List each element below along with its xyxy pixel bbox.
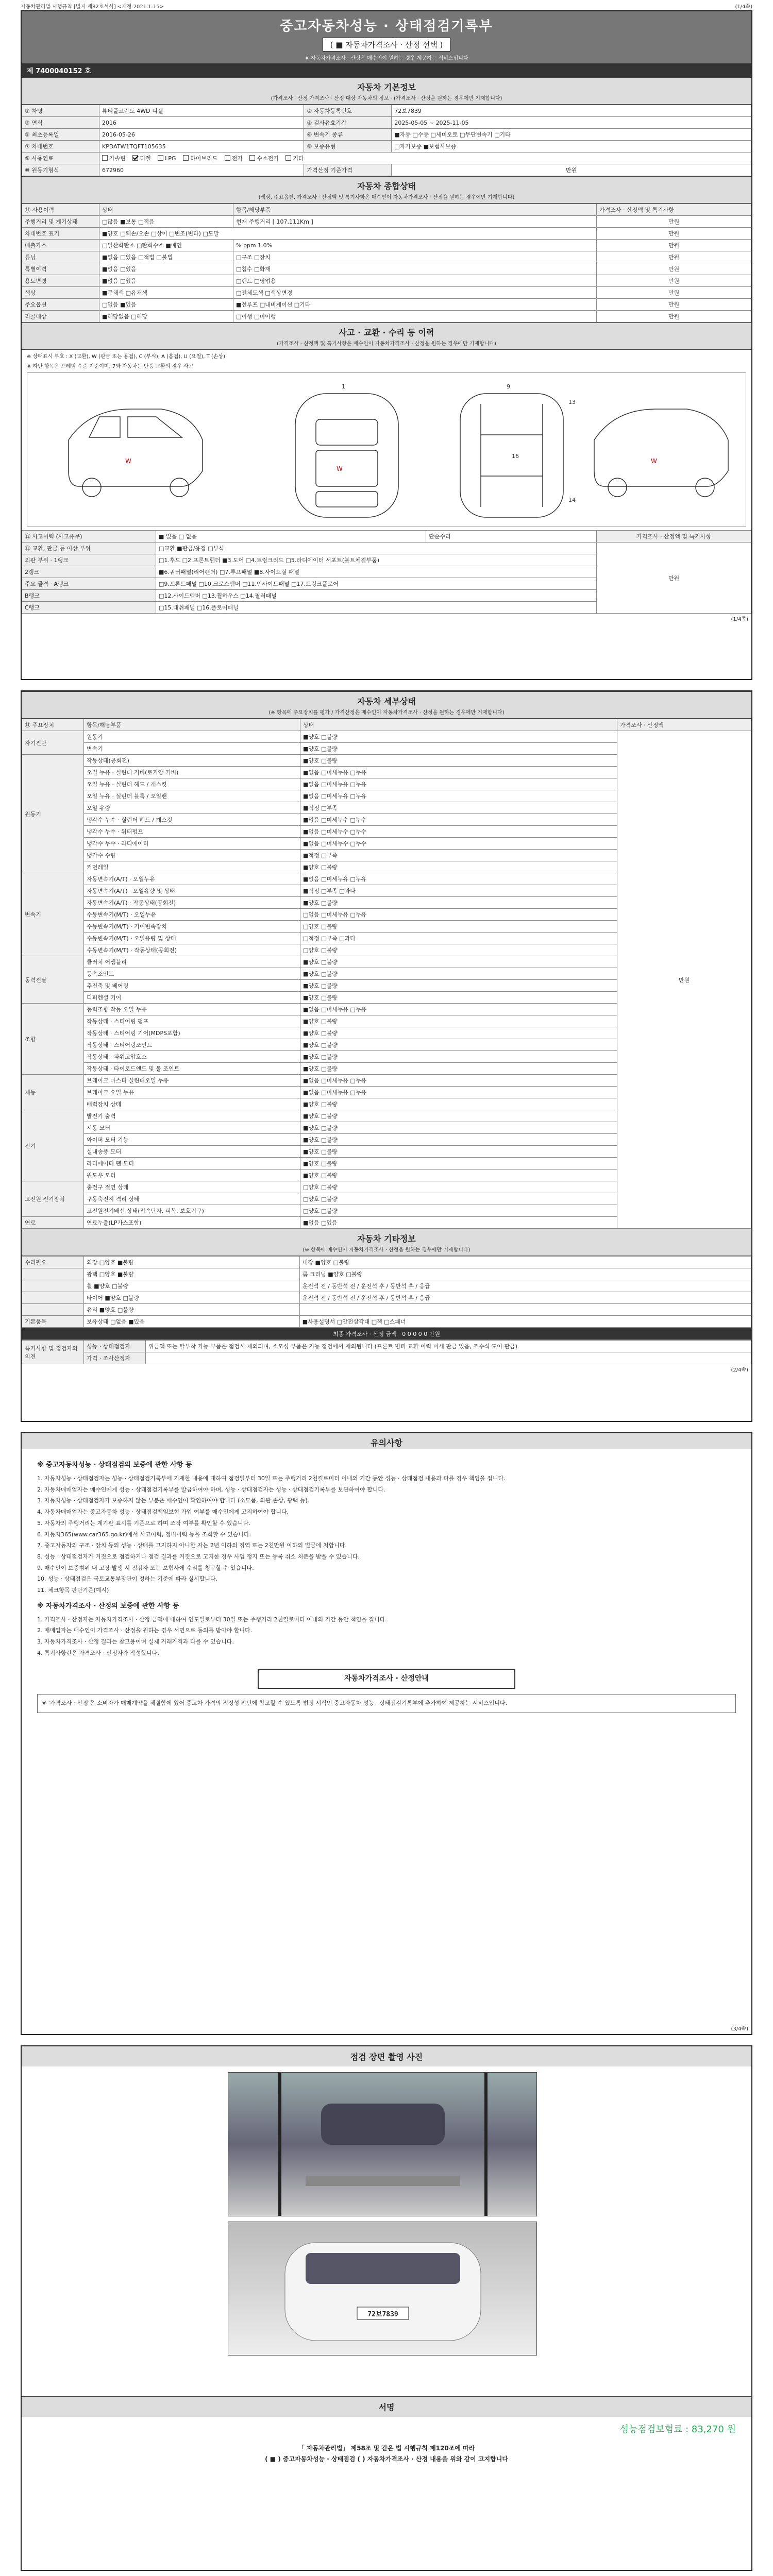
page-4	[21, 2045, 752, 2571]
base-price: 만원	[392, 164, 751, 176]
detail-group-name: 연료	[22, 1217, 84, 1229]
detail-price: 만원	[617, 731, 751, 1229]
svg-text:14: 14	[568, 497, 576, 503]
section-title-other: 자동차 기타정보	[22, 1229, 751, 1245]
detail-part: 추진축 및 베어링	[84, 980, 300, 992]
detail-state: ■양호 □불량	[300, 956, 617, 968]
detail-group-name: 동력전달	[22, 956, 84, 1004]
detail-part: 원동기	[84, 731, 300, 743]
page-footer-3: (3/4쪽)	[731, 2026, 748, 2032]
accident-legend: ※ 상태표시 부호 : X (교환), W (판금 또는 용접), C (부식), A (흠집), U (요철), T (손상)	[27, 354, 226, 360]
detail-part: 연료누출(LP가스포함)	[84, 1217, 300, 1229]
detail-part: 실내송풍 모터	[84, 1146, 300, 1158]
price-service-box-title: 자동차가격조사 · 산정안내	[258, 1669, 515, 1689]
page-header-1	[21, 2, 752, 10]
detail-part: 충전구 절연 상태	[84, 1181, 300, 1193]
document-subtitle: ( ■ 자동차가격조사 · 산정 선택 )	[323, 38, 451, 52]
inspector-notes: 위금액 또는 탈부착 가능 부품은 점검시 제외되며, 소모성 부품은 기능 점검에서 제외됩니다 (프론트 범퍼 교환 이력 미세 판금 있음, 조수석 도어 판금)	[146, 1341, 751, 1352]
svg-text:13: 13	[568, 399, 576, 405]
detail-part: 자동변속기(A/T) · 오일누유	[84, 873, 300, 885]
detail-state: ■없음 □미세누유 □누유	[300, 1087, 617, 1098]
detail-part: 냉각수 수량	[84, 850, 300, 861]
notice-table: 특기사항 및 점검자의 의견 성능 · 상태점검자 위금액 또는 탈부착 가능 부품은 점검시 제외되며, 소모성 부품은 기능 점검에서 제외됩니다 (프론트 범퍼 교환 이력 미세 판금 있음, 조수석 도어 판금) 가격 · 조사산정자	[22, 1340, 751, 1364]
detail-state: □없음 □미세누유 □누유	[300, 909, 617, 921]
detail-group-name: 변속기	[22, 873, 84, 956]
detail-part: 와이퍼 모터 기능	[84, 1134, 300, 1146]
detail-state: ■없음 □미세누유 □누유	[300, 778, 617, 790]
detail-state: ■양호 □불량	[300, 1015, 617, 1027]
detail-part: 작동상태 · 파워고압호스	[84, 1051, 300, 1063]
detail-part: 고전원전기배선 상태(접속단자, 피복, 보호기구)	[84, 1205, 300, 1217]
photo-lift-1	[228, 2072, 537, 2216]
detail-part: 자동변속기(A/T) · 작동상태(공회전)	[84, 897, 300, 909]
detail-state: ■양호 □불량	[300, 1039, 617, 1051]
car-outline-icon	[27, 373, 748, 527]
summary-row: 주행거리 및 계기상태 □많음 ■보통 □적음 현재 주행거리 [ 107,111Km ] 만원	[22, 216, 751, 228]
detail-state: ■양호 □불량	[300, 980, 617, 992]
detail-part: 작동상태 · 스티어링 펌프	[84, 1015, 300, 1027]
document-header	[22, 11, 751, 63]
checkbox-fuel-6[interactable]	[285, 155, 291, 161]
transmission-type: ■자동 □수동 □세미오토 □무단변속기 □기타	[392, 129, 751, 141]
model-year: 2016	[99, 117, 304, 129]
license-plate: 72보7839	[367, 2311, 398, 2318]
detail-group-name: 고전원 전기장치	[22, 1181, 84, 1217]
detail-group-name: 자기진단	[22, 731, 84, 755]
summary-row: 차대번호 표기 ■양호 □훼손/오손 □상이 □변조(변타) □도말 만원	[22, 228, 751, 240]
detail-part: 오일 누유 · 실린더 헤드 / 개스킷	[84, 778, 300, 790]
detail-state: ■양호 □불량	[300, 1098, 617, 1110]
accident-legend-2: ※ 하단 항목은 프레임 수준 기준이며, 7와 자동차는 단품 교환의 경우 사고	[27, 364, 194, 369]
detail-state: ■적정 □부족 □과다	[300, 885, 617, 897]
price-service-box-text: ※ '가격조사 · 산정'은 소비자가 매매계약을 체결함에 있어 중고차 가격의 적정성 판단에 참고할 수 있도록 법정 서식인 중고자동차 성능 · 상태점검기록부에 추가하여 제공하는 서비스입니다.	[37, 1694, 736, 1713]
detail-part: 오일 누유 · 실린더 커버(로커암 커버)	[84, 767, 300, 778]
detail-state: □적정 □부족 □과다	[300, 933, 617, 944]
detail-part: 작동상태 · 스티어링조인트	[84, 1039, 300, 1051]
detail-state: □양호 □불량	[300, 1205, 617, 1217]
section-title-notes: 유의사항	[22, 1433, 751, 1449]
page-3	[21, 1432, 752, 2035]
summary-row: 주요옵션 □없음 ■있음 ■선루프 □내비게이션 □기타 만원	[22, 299, 751, 311]
summary-row: 특별이력 ■없음 □있음 □침수 □화재 만원	[22, 263, 751, 275]
vin: KPDATW1TQFT105635	[99, 141, 304, 152]
checkbox-fuel-4[interactable]	[225, 155, 230, 161]
section-sub-summary: (색상, 주요옵션, 가격조사 · 산정액 및 특기사항은 매수인이 자동차가격조사 · 산정을 원하는 경우에만 기재합니다)	[22, 193, 751, 204]
detail-part: 클러치 어셈블리	[84, 956, 300, 968]
page-1	[21, 10, 752, 680]
checkbox-fuel-5[interactable]	[249, 155, 255, 161]
form-reference: 자동차관리법 시행규칙 [별지 제82호서식] <개정 2021.1.15>	[21, 4, 164, 10]
detail-state: □양호 □불량	[300, 1181, 617, 1193]
detail-part: 디퍼렌셜 기어	[84, 992, 300, 1004]
other-table: 수리필요 외장 □양호 ■불량 내장 ■양호 □불량 광택 □양호 ■불량 룸 크리닝 ■양호 □불량 휠 ■양호 □불량 운전석 전 / 동반석 전 / 운전석 후 / 동반석 후 / 응급 타이어 ■양호 □불량 운전석 전 / 동반석 전 / 운전석 후 / 동반석 후 / 응급 유리 ■양호 □불량 기본품목 보유상태 □없음 ■있음 ■사용설명서 □안전삼각대 □잭 □스패너	[22, 1256, 751, 1328]
detail-part: 발전기 출력	[84, 1110, 300, 1122]
summary-row: 배출가스 □일산화탄소 □탄화수소 ■매연 % ppm 1.0% 만원	[22, 240, 751, 251]
detail-state: ■양호 □불량	[300, 1110, 617, 1122]
law-basis-2: ( ■ ) 중고자동차성능 · 상태점검 ( ) 자동차가격조사 · 산정 내용을 위와 같이 고지합니다	[265, 2455, 508, 2463]
detail-state: ■양호 □불량	[300, 1134, 617, 1146]
engine-type: 672960	[99, 164, 304, 176]
car-lift-icon	[228, 2073, 537, 2216]
detail-part: 오일 누유 · 실린더 블록 / 오일팬	[84, 790, 300, 802]
svg-text:9: 9	[507, 383, 510, 390]
detail-part: 자동변속기(A/T) · 오일유량 및 상태	[84, 885, 300, 897]
plate-number: 72보7839	[392, 105, 751, 117]
detail-group-name: 조향	[22, 1004, 84, 1075]
svg-text:16: 16	[512, 453, 519, 460]
detail-part: 시동 모터	[84, 1122, 300, 1134]
detail-table: ⑭ 주요장치 항목/해당부품 상태 가격조사 · 산정액 자기진단 원동기 ■양호 □불량 만원 변속기 ■양호 □불량 원동기 작동상태(공회전) ■양호 □불량 오일 누유 · 실린더 커버(로커암 커버) ■없음 □미세누유 □누유 오일 누유 · 실린더 헤드 / 개스킷 ■없음 □미세누유 □누유 오일 누유 · 실린더 블록 / 오일팬 ■없음 □미세누유 □누유 오일 유량 ■적정 □부족 냉각수 누수 · 실린더 헤드 / 개스킷 ■없음 □미세누수 □누수 냉각수 누수 · 워터펌프 ■없음 □미세누수 □누수 냉각수 누수 · 라디에이터 ■없음 □미세누수 □누수 냉각수 수량 ■적정 □부족 커먼레일 ■양호 □불량 변속기 자동변속기(A/T) · 오일누유 ■없음 □미세누유 □누유 자동변속기(A/T) · 오일유량 및 상태 ■적정 □부족 □과다 자동변속기(A/T) · 작동상태(공회전) ■양호 □불량 수동변속기(M/T) · 오일누유 □없음 □미세누유 □누유 수동변속기(M/T) · 기어변속장치 □양호 □불량 수동변속기(M/T) · 오일유량 및 상태 □적정 □부족 □과다 수동변속기(M/T) · 작동상태(공회전) □양호 □불량 동력전달 클러치 어셈블리 ■양호 □불량 등속조인트 ■양호 □불량 추진축 및 베어링 ■양호 □불량 디퍼렌셜 기어 ■양호 □불량 조향 동력조향 작동 오일 누유 ■없음 □미세누유 □누유 작동상태 · 스티어링 펌프 ■양호 □불량 작동상태 · 스티어링 기어(MDPS포함) ■양호 □불량 작동상태 · 스티어링조인트 ■양호 □불량 작동상태 · 파워고압호스 ■양호 □불량 작동상태 · 타이로드엔드 및 볼 조인트 ■양호 □불량 제동 브레이크 마스터 실린더오일 누유 ■없음 □미세누유 □누유 브레이크 오일 누유 ■없음 □미세누유 □누유 배력장치 상태 ■양호 □불량 전기 발전기 출력 ■양호 □불량 시동 모터 ■양호 □불량 와이퍼 모터 기능 ■양호 □불량 실내송풍 모터 ■양호 □불량 라디에이터 팬 모터 ■양호 □불량 윈도우 모터 ■양호 □불량 고전원 전기장치 충전구 절연 상태 □양호 □불량 구동축전지 격리 상태 □양호 □불량 고전원전기배선 상태(접속단자, 피복, 보호기구) □양호 □불량 연료 연료누출(LP가스포함) ■없음 □있음	[22, 719, 751, 1229]
final-price-table: 최종 가격조사 · 산정 금액 0 0 0 0 0 만원	[22, 1328, 751, 1340]
accident-history: ■ 있음 □ 없음	[156, 531, 426, 543]
document-note: ※ 자동차가격조사 · 산정은 매수인이 원하는 경우 제공하는 서비스입니다	[305, 56, 468, 61]
insurance-fee-value: 83,270 원	[691, 2424, 736, 2435]
detail-state: ■없음 □있음	[300, 1217, 617, 1229]
summary-row: 용도변경 ■없음 □있음 □렌트 □영업용 만원	[22, 275, 751, 287]
insurance-fee: 성능점검보험료 : 83,270 원	[619, 2424, 736, 2435]
basic-info-table: ① 차명 뷰티풀코란도 4WD 디젤 ② 자동차등록번호 72보7839 ③ 연식 2016 ④ 검사유효기간 2025-05-05 ~ 2025-11-05 ⑤ 최초등록일 2016-05-26 ⑥ 변속기 종류 ■자동 □수동 □세미오토 □무단변속기 □기타 ⑦ 차대번호 KPDATW1TQFT105635 ⑧ 보증유형 □자가보증 ■보험사보증 ⑨ 사용연료 가솔린 디젤 LPG 하이브리드 전기 수소전기 기타 ⑩ 원동기형식 672960 가격산정 기준가격 만원	[22, 105, 751, 176]
detail-part: 변속기	[84, 743, 300, 755]
inspection-period: 2025-05-05 ~ 2025-11-05	[392, 117, 751, 129]
detail-state: ■적정 □부족	[300, 850, 617, 861]
detail-state: ■양호 □불량	[300, 897, 617, 909]
detail-state: ■양호 □불량	[300, 731, 617, 743]
summary-table: ⑪ 사용이력 상태 항목/해당부품 가격조사 · 산정액 및 특기사항 주행거리 및 계기상태 □많음 ■보통 □적음 현재 주행거리 [ 107,111Km ] 만원 차대번호 표기 ■양호 □훼손/오손 □상이 □변조(변타) □도말 만원 배출가스 □일산화탄소 □탄화수소 ■매연 % ppm 1.0% 만원 튜닝 ■없음 □있음 □적법 □불법 □구조 □장치 만원 특별이력 ■없음 □있음 □침수 □화재 만원 용도변경 ■없음 □있음 □렌트 □영업용 만원 색상 ■무채색 □유채색 □전체도색 □색상변경 만원 주요옵션 □없음 ■있음 ■선루프 □내비게이션 □기타 만원 리콜대상 ■해당없음 □해당 □이행 □미이행 만원	[22, 204, 751, 323]
section-title-sign: 서명	[22, 2396, 751, 2417]
summary-row: 튜닝 ■없음 □있음 □적법 □불법 □구조 □장치 만원	[22, 251, 751, 263]
svg-text:W: W	[337, 465, 343, 472]
detail-part: 구동축전지 격리 상태	[84, 1193, 300, 1205]
car-front-icon	[228, 2222, 537, 2355]
detail-state: ■없음 □미세누유 □누유	[300, 1075, 617, 1087]
detail-part: 등속조인트	[84, 968, 300, 980]
detail-state: ■양호 □불량	[300, 1027, 617, 1039]
detail-state: ■없음 □미세누유 □누유	[300, 1004, 617, 1015]
photo-car-front	[228, 2222, 537, 2355]
detail-state: ■없음 □미세누유 □누유	[300, 790, 617, 802]
detail-part: 수동변속기(M/T) · 작동상태(공회전)	[84, 944, 300, 956]
detail-state: ■양호 □불량	[300, 1170, 617, 1181]
detail-state: ■양호 □불량	[300, 861, 617, 873]
summary-row: 리콜대상 ■해당없음 □해당 □이행 □미이행 만원	[22, 311, 751, 323]
checkbox-fuel-1[interactable]	[132, 155, 138, 161]
final-price: 0 0 0 0 0 만원	[402, 1331, 440, 1337]
accident-table: ⑫ 사고이력 (사고유무) ■ 있음 □ 없음 단순수리 가격조사 · 산정액 및 특기사항 ⑬ 교환, 판금 등 이상 부위 □교환 ■판금/용접 □부식 만원 외판 부위 · 1랭크 □1.후드 □2.프론트휀더 ■3.도어 □4.트렁크리드 □5.라디에이터 서포트(볼트체결부품) 2랭크 ■6.쿼터패널(리어펜더) □7.루프패널 ■8.사이드실 패널 주요 골격 · A랭크 □9.프론트패널 □10.크로스멤버 □11.인사이드패널 □17.트렁크플로어 B랭크 □12.사이드멤버 □13.휠하우스 □14.필러패널 C랭크 □15.대쉬패널 □16.플로어패널	[22, 530, 751, 614]
detail-part: 작동상태 · 스티어링 기어(MDPS포함)	[84, 1027, 300, 1039]
car-name: 뷰티풀코란도 4WD 디젤	[99, 105, 304, 117]
first-registration: 2016-05-26	[99, 129, 304, 141]
section-sub-other: (※ 항목에 매수인이 자동차가격조사 · 산정을 원하는 경우에만 기재합니다)	[22, 1245, 751, 1256]
detail-part: 배력장치 상태	[84, 1098, 300, 1110]
detail-state: ■양호 □불량	[300, 1051, 617, 1063]
page-2	[21, 690, 752, 1422]
mileage: 현재 주행거리 [ 107,111Km ]	[233, 216, 597, 228]
section-sub-basic: (가격조사 · 산정 가격조사 · 산정 대상 자동차의 정보 · (가격조사 · 산정을 원하는 경우에만 기재합니다)	[22, 94, 751, 105]
section-sub-accident: (가격조사 · 산정액 및 특기사항은 매수인이 자동차가격조사 · 산정을 원하는 경우에만 기재합니다)	[22, 339, 751, 350]
checkbox-fuel-0[interactable]	[102, 155, 108, 161]
detail-part: 냉각수 누수 · 워터펌프	[84, 826, 300, 838]
detail-part: 작동상태(공회전)	[84, 755, 300, 767]
detail-state: □양호 □불량	[300, 1193, 617, 1205]
page-footer-1: (1/4쪽)	[731, 617, 748, 622]
notes-body: ※ 중고자동차성능 · 상태점검의 보증에 관한 사항 등 1. 자동차성능 · 상태점검자는 성능 · 상태점검기록부에 기재한 내용에 대하여 점검일부터 30일 또는 주행거리 2천킬로미터 이내의 기간 동안 성능 · 상태점검 내용과 다를 경우 책임을 집니다. 2. 자동차매매업자는 매수인에게 성능 · 상태점검기록부를 발급하여야 하며, 성능 · 상태점검자는 성능 · 상태점검기록부를 보관하여야 합니다. 3. 자동차성능 · 상태점검자가 보증하지 않는 부분은 매수인이 확인하여야 합니다 (소모품, 외관 손상, 광택 등). 4. 자동차매매업자는 중고자동차 성능 · 상태점검책임보험 가입 여부를 매수인에게 고지하여야 합니다. 5. 자동차의 주행거리는 계기판 표시를 기준으로 하며 조작 여부를 확인할 수 있습니다. 6. 자동차365(www.car365.go.kr)에서 사고이력, 정비이력 등을 조회할 수 있습니다. 7. 중고자동차의 구조 · 장치 등의 성능 · 상태를 고지하지 아니한 자는 2년 이하의 징역 또는 2천만원 이하의 벌금에 처합니다. 8. 성능 · 상태점검자가 거짓으로 점검하거나 점검 결과를 거짓으로 고지한 경우 사업 정지 또는 등록 취소 처분을 받을 수 있습니다. 9. 매수인이 보증범위 내 고장 발생 시 점검자 또는 보험사에 수리를 청구할 수 있습니다. 10. 성능 · 상태점검은 국토교통부장관이 정하는 기준에 따라 실시합니다. 11. 체크항목 판단기준(예시) ※ 자동차가격조사 · 산정의 보증에 관한 사항 등 1. 가격조사 · 산정자는 자동차가격조사 · 산정 금액에 대하여 인도일로부터 30일 또는 주행거리 2천킬로미터 이내의 기간 동안 책임을 집니다. 2. 매매업자는 매수인이 가격조사 · 산정을 원하는 경우 서면으로 동의를 받아야 합니다. 3. 자동차가격조사 · 산정 결과는 참고용이며 실제 거래가격과 다를 수 있습니다. 4. 특기사항란은 가격조사 · 산정자가 작성합니다. 자동차가격조사 · 산정안내 ※ '가격조사 · 산정'은 소비자가 매매계약을 체결함에 있어 중고차 가격의 적정성 판단에 참고할 수 있도록 법정 서식인 중고자동차 성능 · 상태점검기록부에 추가하여 제공하는 서비스입니다.	[22, 1449, 751, 1718]
section-title-basic: 자동차 기본정보	[22, 77, 751, 94]
detail-state: ■없음 □미세누수 □누수	[300, 826, 617, 838]
detail-state: ■양호 □불량	[300, 1063, 617, 1075]
detail-part: 라디에이터 팬 모터	[84, 1158, 300, 1170]
detail-part: 수동변속기(M/T) · 오일누유	[84, 909, 300, 921]
detail-part: 브레이크 마스터 실린더오일 누유	[84, 1075, 300, 1087]
summary-row: 색상 ■무채색 □유채색 □전체도색 □색상변경 만원	[22, 287, 751, 299]
fuel-options: 가솔린 디젤 LPG 하이브리드 전기 수소전기 기타	[99, 152, 751, 164]
svg-text:W: W	[125, 457, 131, 465]
detail-part: 오일 유량	[84, 802, 300, 814]
detail-group-name: 원동기	[22, 755, 84, 873]
detail-part: 수동변속기(M/T) · 기어변속장치	[84, 921, 300, 933]
detail-group-name: 제동	[22, 1075, 84, 1110]
section-sub-detail: (※ 항목에 주요장치를 평가 / 가격산정은 매수인이 자동차가격조사 · 산정을 원하는 경우에만 기재합니다)	[22, 708, 751, 719]
warranty-type: □자가보증 ■보험사보증	[392, 141, 751, 152]
detail-part: 브레이크 오일 누유	[84, 1087, 300, 1098]
detail-state: ■양호 □불량	[300, 1158, 617, 1170]
detail-state: ■양호 □불량	[300, 755, 617, 767]
detail-state: □양호 □불량	[300, 921, 617, 933]
detail-state: ■없음 □미세누수 □누수	[300, 814, 617, 826]
detail-part: 수동변속기(M/T) · 오일유량 및 상태	[84, 933, 300, 944]
detail-state: ■양호 □불량	[300, 743, 617, 755]
law-basis: 「 자동차관리법」 제58조 및 같은 법 시행규칙 제120조에 따라	[298, 2445, 475, 2452]
document-title: 중고자동차성능 · 상태점검기록부	[280, 19, 493, 34]
page-indicator: (1/4쪽)	[735, 4, 752, 10]
detail-part: 작동상태 · 타이로드엔드 및 볼 조인트	[84, 1063, 300, 1075]
detail-state: ■양호 □불량	[300, 1122, 617, 1134]
car-damage-diagram	[27, 372, 746, 527]
section-title-summary: 자동차 종합상태	[22, 176, 751, 193]
detail-part: 냉각수 누수 · 라디에이터	[84, 838, 300, 850]
detail-state: ■적정 □부족	[300, 802, 617, 814]
section-title-photos: 점검 장면 촬영 사진	[22, 2046, 751, 2066]
page-footer-2: (2/4쪽)	[731, 1367, 748, 1373]
section-title-detail: 자동차 세부상태	[22, 691, 751, 708]
detail-state: ■양호 □불량	[300, 968, 617, 980]
detail-part: 커먼레일	[84, 861, 300, 873]
detail-state: ■없음 □미세누수 □누수	[300, 838, 617, 850]
detail-state: ■없음 □미세누유 □누유	[300, 873, 617, 885]
checkbox-fuel-3[interactable]	[183, 155, 189, 161]
detail-state: □양호 □불량	[300, 944, 617, 956]
detail-state: ■양호 □불량	[300, 992, 617, 1004]
detail-part: 윈도우 모터	[84, 1170, 300, 1181]
detail-state: ■없음 □미세누유 □누유	[300, 767, 617, 778]
svg-text:W: W	[651, 457, 657, 465]
detail-group-name: 전기	[22, 1110, 84, 1181]
document-number-value: 7400040152	[36, 67, 82, 75]
checkbox-fuel-2[interactable]	[158, 155, 163, 161]
detail-part: 냉각수 누수 · 실린더 헤드 / 개스킷	[84, 814, 300, 826]
detail-part: 동력조향 작동 오일 누유	[84, 1004, 300, 1015]
detail-row	[22, 731, 751, 743]
detail-state: ■양호 □불량	[300, 1146, 617, 1158]
section-title-accident: 사고 · 교환 · 수리 등 이력	[22, 323, 751, 339]
document-number: 제 7400040152 호	[22, 63, 751, 77]
svg-text:1: 1	[342, 383, 345, 390]
